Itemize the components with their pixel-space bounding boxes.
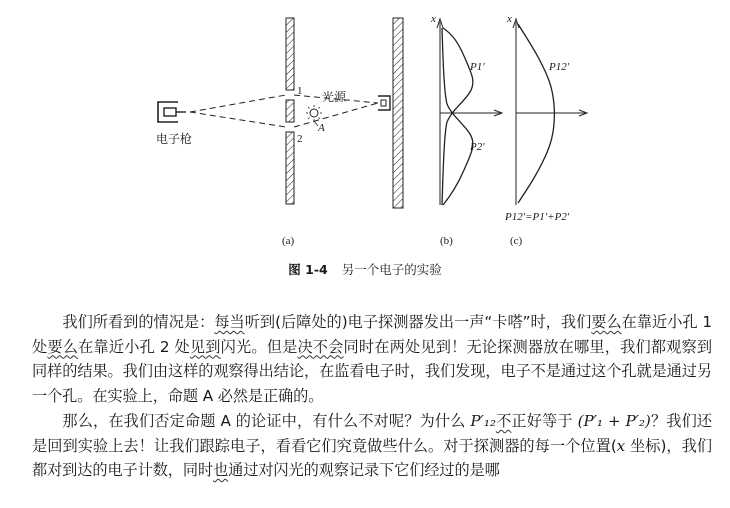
formula: P′₁₂: [470, 411, 496, 430]
curve-p2-label: P2′: [470, 141, 485, 153]
text-run: 同时在两处见到！无论探测器放在哪里，我们都观察到同样的结果。我们由这样的观察得出结论，在监看电子时，我们发现，电子不是通过这个孔就是通过另一个孔。在实验上，命题 A 必然是正确的。: [32, 337, 712, 406]
panel-b-axes: [437, 19, 502, 205]
figure-number: 图 1-4: [288, 262, 328, 277]
body-text: [32, 310, 712, 483]
emphasis: 决不会: [297, 337, 344, 356]
point-a-label: A: [318, 122, 325, 134]
text-run: 通过对闪光的观察记录下它们经过的是哪: [228, 461, 500, 480]
emphasis: 也: [213, 461, 229, 480]
curve-p12-label: P12′: [549, 61, 570, 73]
axis-c-x-label: x: [507, 13, 512, 25]
curve-p2: [442, 28, 473, 205]
text-run: 闪光。但是: [220, 337, 298, 356]
curve-p1: [442, 28, 473, 205]
curve-p1-label: P1′: [470, 61, 485, 73]
emphasis: 要么: [591, 313, 622, 331]
text-run: 我们所看到的情况是：: [62, 313, 215, 331]
text-run: 在靠近小孔 2 处: [78, 337, 190, 356]
back-wall: [393, 18, 403, 208]
text-run: ？我们还是回到实验上去！让我们跟踪电子，看看它们究竟做些什么。对于探测器的每一个位置(: [32, 411, 712, 455]
electron-gun: [158, 102, 186, 122]
figure-title: 另一个电子的实验: [341, 262, 442, 277]
text-run: 坐标)，我们都对到达的电子计数，同时: [32, 436, 712, 480]
emphasis: 要么: [47, 337, 79, 356]
figure-caption: [0, 260, 730, 278]
emphasis: 见到: [189, 337, 221, 356]
sum-equation: P12′=P1′+P2′: [505, 211, 570, 223]
slit-2-label: 2: [297, 133, 303, 145]
panel-c-axes: [513, 19, 587, 205]
panel-b-label: (b): [440, 235, 453, 247]
panel-a-label: (a): [282, 235, 295, 247]
electron-paths: [190, 95, 378, 127]
panel-c-label: (c): [510, 235, 523, 247]
axis-b-x-label: x: [431, 13, 436, 25]
paragraph-2: [32, 409, 712, 483]
emphasis: 不: [495, 411, 512, 430]
slit-wall: [286, 18, 294, 204]
text-run: 那么，在我们否定命题 A 的论证中，有什么不对呢？为什么: [62, 411, 471, 430]
light-source-label: 光源: [322, 90, 347, 104]
light-source-icon: [306, 105, 322, 121]
paragraph-1: [32, 310, 712, 409]
electron-gun-label: 电子枪: [156, 132, 193, 146]
text-run: 听到(后障处的)电子探测器发出一声“卡嗒”时，我们: [244, 313, 592, 331]
formula: (P′₁ + P′₂): [577, 411, 651, 430]
text-run: 在靠近小孔 1 处: [32, 313, 712, 356]
detector: [378, 96, 390, 110]
slit-1-label: 1: [297, 85, 303, 97]
formula: x: [616, 436, 626, 455]
text-run: 正好等于: [511, 411, 578, 430]
emphasis: 每当: [214, 313, 245, 331]
